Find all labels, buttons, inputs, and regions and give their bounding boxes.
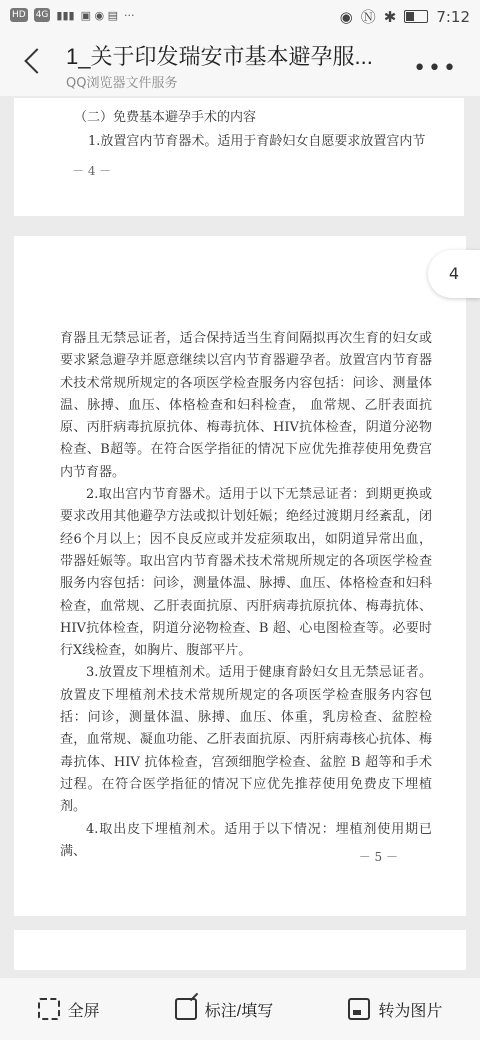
notification-icons: ▣ ◉ ▤: [80, 8, 118, 22]
paragraph-3: 3.放置皮下埋植剂术。适用于健康育龄妇女且无禁忌证者。放置皮下埋植剂术技术常规所规定的各项医学检查服务内容包括：问诊，测量体温、脉搏、血压、体重，乳房检查、盆腔检查，血常规、凝血功能、乙肝表面抗原、丙肝病毒核心抗体、梅毒抗体、HIV 抗体检查，宫颈细胞学检查、盆腔 B 超等和手术过程。在符合医学指征的情况下应优先推荐使用免费皮下埋植剂。: [60, 665, 432, 815]
network-badge: 4G: [35, 10, 49, 20]
fullscreen-label: 全屏: [67, 1002, 100, 1020]
fullscreen-icon: [38, 998, 60, 1020]
status-right: [340, 6, 470, 27]
section-heading: （二）免费基本避孕手术的内容: [74, 110, 257, 125]
clock: 7:12: [436, 7, 470, 26]
status-bar: [0, 0, 480, 32]
hd-badge: HD: [12, 10, 26, 20]
annotate-label: 标注/填写: [204, 1002, 274, 1020]
annotate-button[interactable]: [175, 998, 273, 1021]
bluetooth-icon: ✱: [383, 7, 397, 26]
bottom-toolbar: [0, 978, 480, 1040]
status-left: [10, 8, 134, 22]
paragraph-1: 育器且无禁忌证者，适合保持适当生育间隔拟再次生育的妇女或要求紧急避孕并愿意继续以宫内节育器避孕者。放置宫内节育器术技术常规所规定的各项医学检查服务内容包括：问诊、测量体温、脉搏、血压、体格检查和妇科检查， 血常规、乙肝表面抗原、丙肝病毒抗原抗体、梅毒抗体、HIV抗体检查，阴道分泌物检查、B超等。在符合医学指征的情况下应优先推荐使用免费宫内节育器。: [60, 331, 432, 480]
more-menu-icon[interactable]: •••: [413, 56, 458, 81]
page-number: － 4 －: [72, 164, 112, 178]
document-title: 1_关于印发瑞安市基本避孕服...: [66, 44, 373, 69]
paragraph-4: 4.取出皮下埋植剂术。适用于以下情况：埋植剂使用期已满、: [60, 821, 432, 859]
convert-label: 转为图片: [378, 1002, 443, 1020]
document-page-6: [14, 930, 466, 970]
document-source: QQ浏览器文件服务: [66, 76, 178, 91]
eye-icon: ◉: [339, 7, 353, 26]
document-page-4: [14, 98, 464, 216]
nfc-icon: Ⓝ: [360, 8, 376, 26]
image-icon: [348, 998, 370, 1020]
app-header: [0, 32, 480, 96]
battery-icon: [404, 10, 428, 23]
document-page-5: [14, 236, 466, 916]
convert-to-image-button[interactable]: [348, 998, 442, 1021]
fullscreen-button[interactable]: [38, 998, 100, 1021]
back-arrow-icon[interactable]: [24, 48, 49, 73]
signal-icon: ▮▮▮: [56, 8, 75, 22]
page-number: － 5 －: [358, 850, 398, 864]
edit-icon: [175, 998, 197, 1020]
more-notifications-icon: ···: [123, 8, 135, 22]
page-body: [60, 328, 432, 863]
paragraph-2: 2.取出宫内节育器术。适用于以下无禁忌证者：到期更换或要求改用其他避孕方法或拟计划妊娠；绝经过渡期月经紊乱，闭经6个月以上；因不良反应或并发症须取出，如阴道异常出血，带器妊娠等。取出宫内节育器术技术常规所规定的各项医学检查服务内容包括：问诊，测量体温、脉搏、血压、体格检查和妇科检查，血常规、乙肝表面抗原、丙肝病毒抗原抗体、梅毒抗体、HIV抗体检查，阴道分泌物检查、B 超、心电图检查等。必要时行X线检查，如胸片、腹部平片。: [60, 487, 432, 659]
page-indicator[interactable]: 4: [428, 250, 480, 298]
paragraph-line: 1.放置宫内节育器术。适用于育龄妇女自愿要求放置宫内节: [88, 134, 426, 149]
